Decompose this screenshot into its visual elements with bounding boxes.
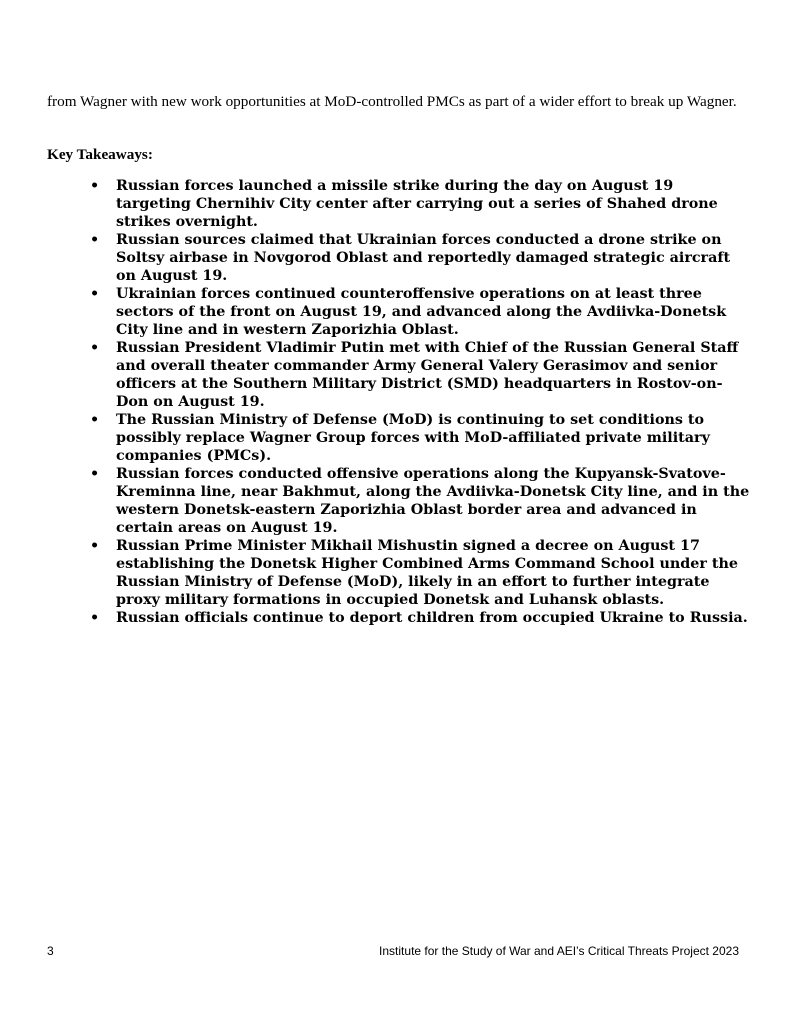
bullet-icon: • [90, 232, 100, 248]
list-item [90, 339, 750, 411]
key-takeaways-heading: Key Takeaways: [47, 146, 153, 163]
key-takeaways-list [90, 177, 750, 627]
list-item [90, 465, 750, 537]
takeaway-text: Russian officials continue to deport children from occupied Ukraine to Russia. [116, 610, 748, 626]
bullet-icon: • [90, 466, 100, 482]
list-item [90, 609, 750, 627]
takeaway-text: The Russian Ministry of Defense (MoD) is continuing to set conditions to possibly replace Wagner Group forces with MoD-affiliated private military companies (PMCs). [116, 412, 710, 464]
list-item [90, 231, 750, 285]
bullet-icon: • [90, 286, 100, 302]
takeaway-text: Russian President Vladimir Putin met with Chief of the Russian General Staff and overall theater commander Army General Valery Gerasimov and senior officers at the Southern Military District (SMD) headquarters in Rostov-on-Don on August 19. [116, 340, 739, 410]
bullet-icon: • [90, 538, 100, 554]
page-number: 3 [47, 944, 54, 958]
intro-paragraph: from Wagner with new work opportunities at MoD-controlled PMCs as part of a wider effort to break up Wagner. [47, 93, 737, 110]
bullet-icon: • [90, 412, 100, 428]
bullet-icon: • [90, 178, 100, 194]
list-item [90, 285, 750, 339]
bullet-icon: • [90, 610, 100, 626]
takeaway-text: Russian forces launched a missile strike during the day on August 19 targeting Chernihiv City center after carrying out a series of Shahed drone strikes overnight. [116, 178, 718, 230]
footer-source: Institute for the Study of War and AEI’s Critical Threats Project 2023 [379, 944, 739, 958]
list-item [90, 177, 750, 231]
takeaway-text: Russian Prime Minister Mikhail Mishustin signed a decree on August 17 establishing the Donetsk Higher Combined Arms Command School under the Russian Ministry of Defense (MoD), likely in an effort to further integrate proxy military formations in occupied Donetsk and Luhansk oblasts. [116, 538, 738, 608]
takeaway-text: Russian forces conducted offensive operations along the Kupyansk-Svatove-Kreminna line, near Bakhmut, along the Avdiivka-Donetsk City line, and in the western Donetsk-eastern Zaporizhia Oblast border area and advanced in certain areas on August 19. [116, 466, 750, 536]
list-item [90, 411, 750, 465]
bullet-icon: • [90, 340, 100, 356]
takeaway-text: Russian sources claimed that Ukrainian forces conducted a drone strike on Soltsy airbase in Novgorod Oblast and reportedly damaged strategic aircraft on August 19. [116, 232, 731, 284]
list-item [90, 537, 750, 609]
takeaway-text: Ukrainian forces continued counteroffensive operations on at least three sectors of the front on August 19, and advanced along the Avdiivka-Donetsk City line and in western Zaporizhia Oblast. [116, 286, 727, 338]
